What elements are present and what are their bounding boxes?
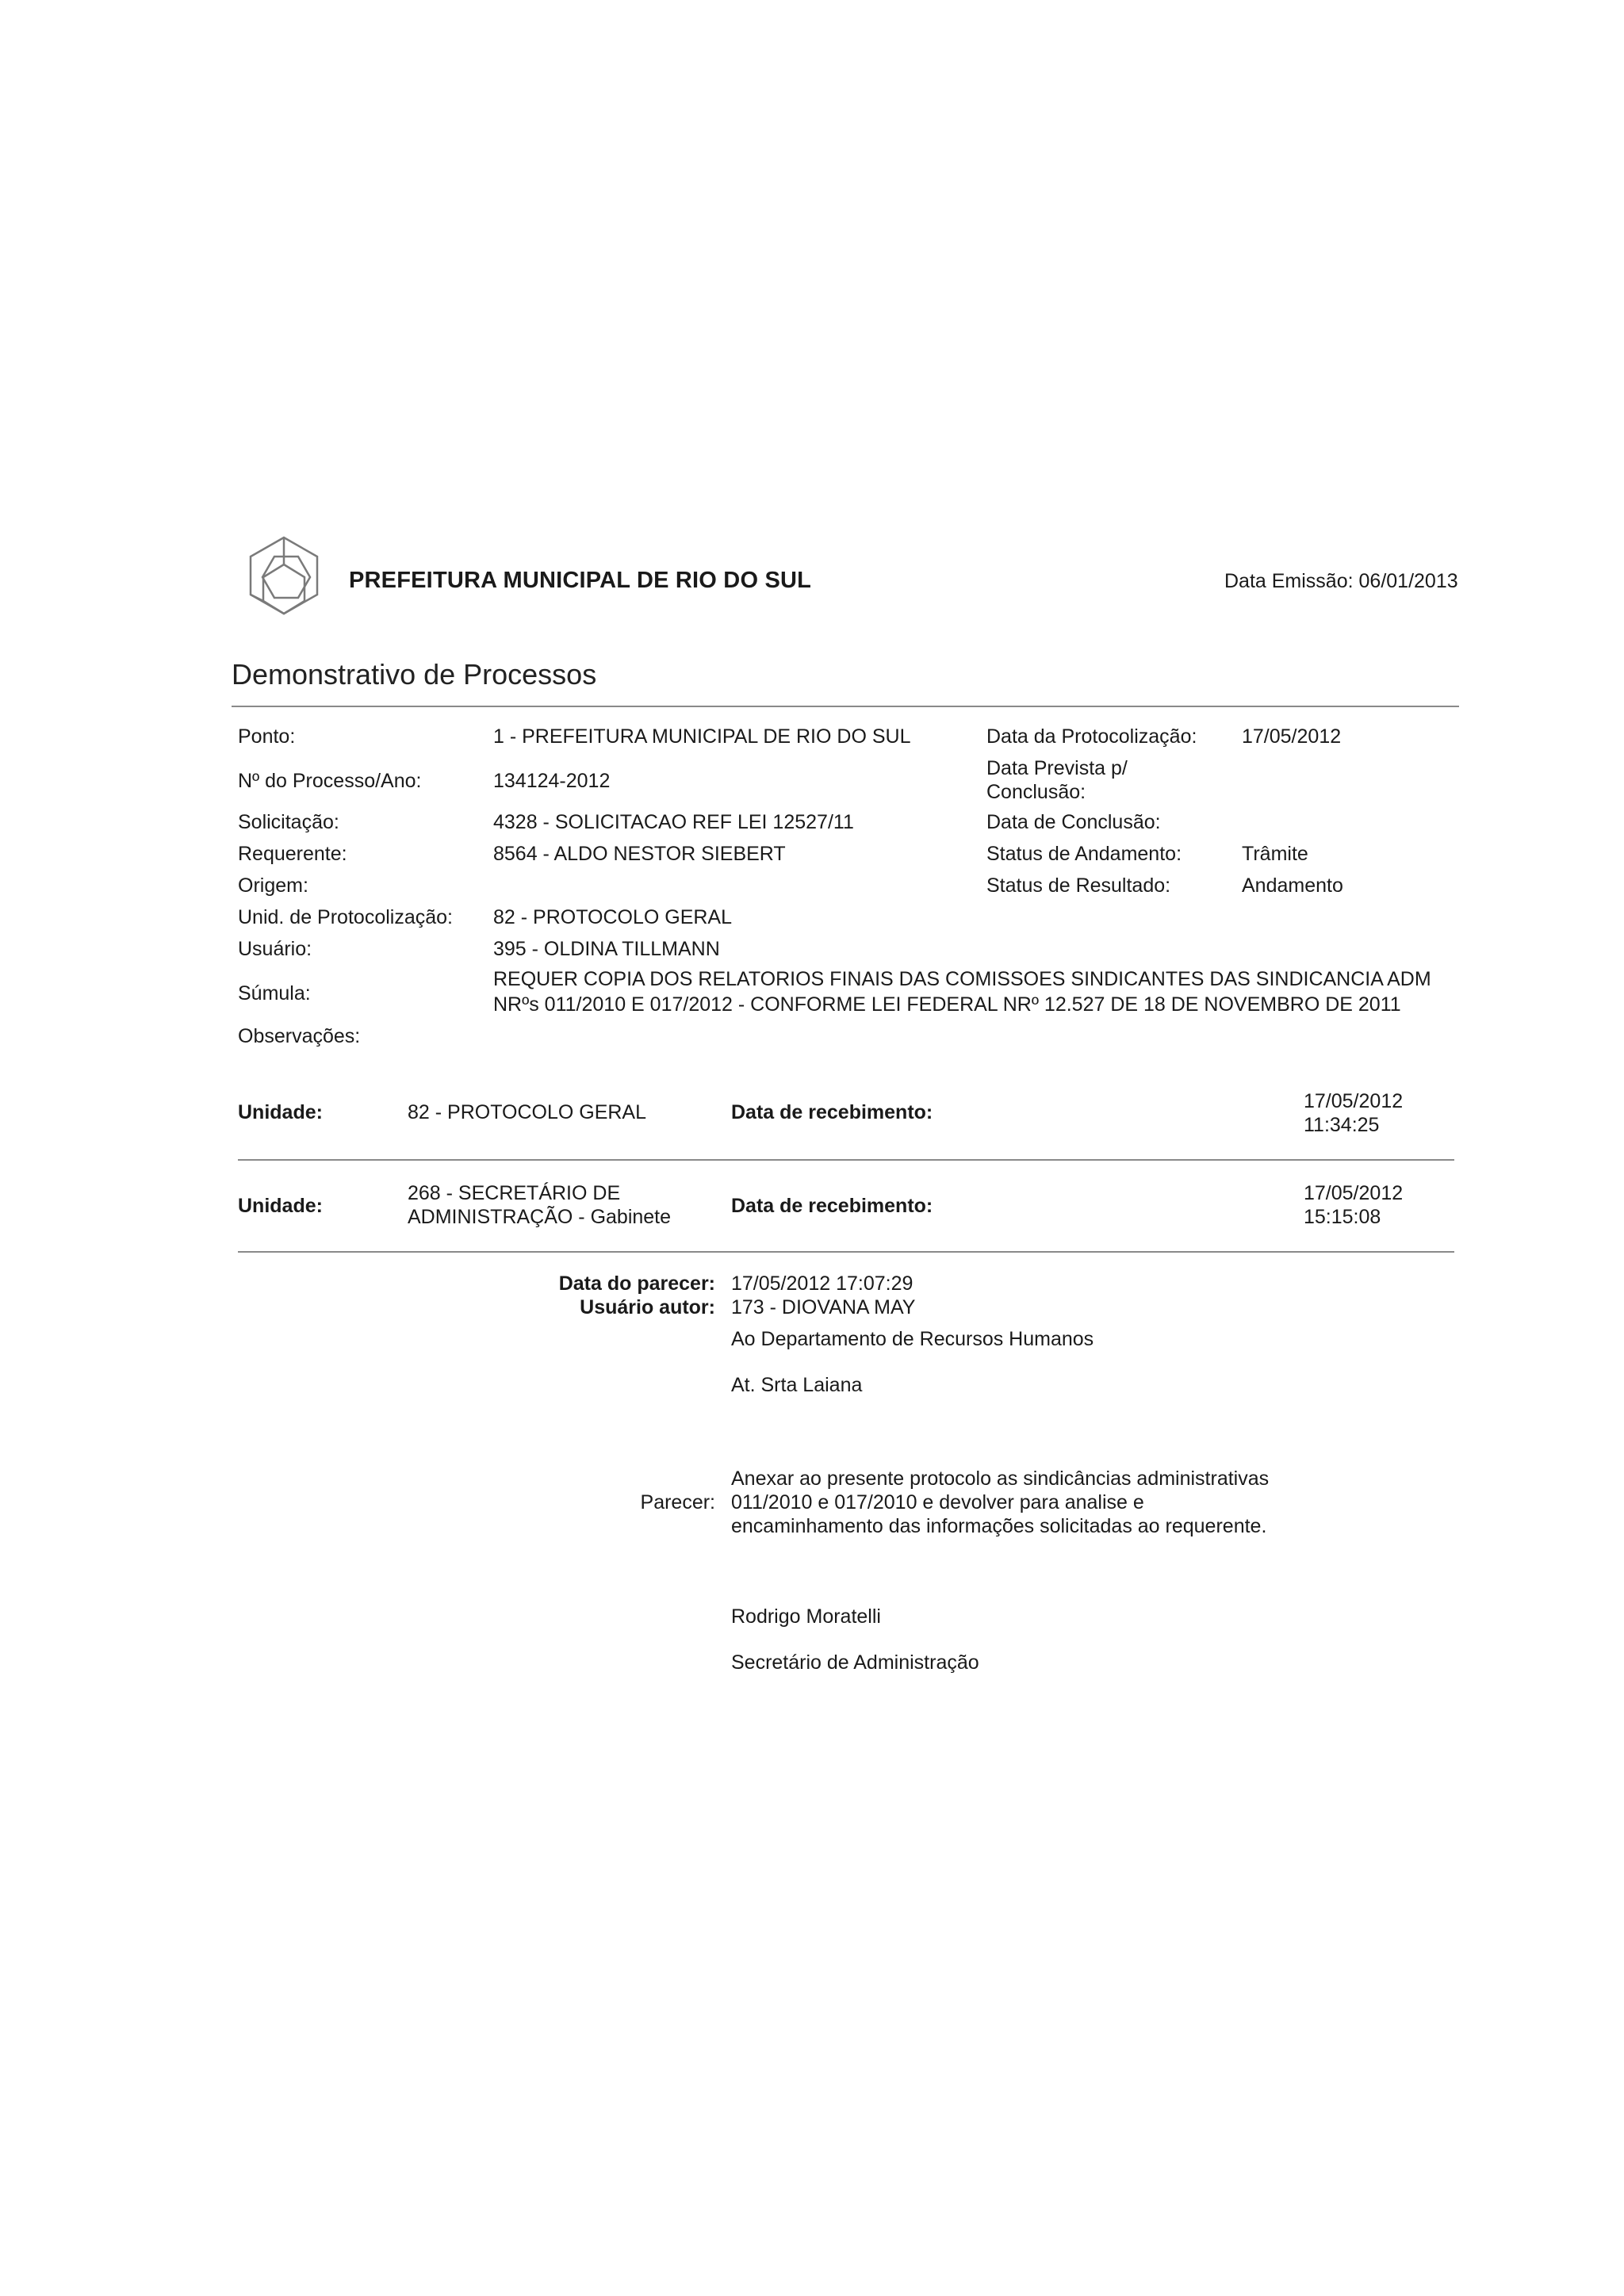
tramite-1-unidade-value: 82 - PROTOCOLO GERAL xyxy=(408,1101,647,1123)
data-protocolizacao-value: 17/05/2012 xyxy=(1242,725,1342,748)
status-resultado-value: Andamento xyxy=(1242,874,1343,897)
tramite-2-recebimento-label: Data de recebimento: xyxy=(731,1195,933,1217)
parecer-autor-label: Usuário autor: xyxy=(580,1296,715,1318)
status-resultado-label: Status de Resultado: xyxy=(986,874,1171,897)
data-prevista-label-1: Data Prevista p/ xyxy=(986,757,1128,779)
usuario-label: Usuário: xyxy=(238,938,312,960)
observacoes-label: Observações: xyxy=(238,1025,361,1047)
tramite-1-unidade-label: Unidade: xyxy=(238,1101,323,1123)
title-divider xyxy=(232,706,1459,707)
unid-protocolizacao-label: Unid. de Protocolização: xyxy=(238,906,453,928)
solicitacao-value: 4328 - SOLICITACAO REF LEI 12527/11 xyxy=(493,811,854,833)
tramite-2-unidade-value-2: ADMINISTRAÇÃO - Gabinete xyxy=(408,1206,672,1228)
tramite-2-time: 15:15:08 xyxy=(1304,1206,1381,1228)
data-protocolizacao-label: Data da Protocolização: xyxy=(986,725,1197,748)
parecer-date-label: Data do parecer: xyxy=(558,1272,715,1295)
parecer-destination: Ao Departamento de Recursos Humanos xyxy=(731,1328,1094,1350)
usuario-value: 395 - OLDINA TILLMANN xyxy=(493,938,720,960)
parecer-date-value: 17/05/2012 17:07:29 xyxy=(731,1272,914,1295)
tramite-2-unidade-value-1: 268 - SECRETÁRIO DE xyxy=(408,1182,621,1204)
tramite-2-date: 17/05/2012 xyxy=(1304,1182,1404,1204)
status-andamento-label: Status de Andamento: xyxy=(986,843,1182,865)
requerente-value: 8564 - ALDO NESTOR SIEBERT xyxy=(493,843,786,865)
parecer-body-line-1: Anexar ao presente protocolo as sindicâncias administrativas xyxy=(731,1468,1270,1490)
solicitacao-label: Solicitação: xyxy=(238,811,339,833)
tramite-1-divider xyxy=(238,1159,1454,1161)
unid-protocolizacao-value: 82 - PROTOCOLO GERAL xyxy=(493,906,733,928)
page-title: Demonstrativo de Processos xyxy=(232,658,597,691)
data-prevista-label-2: Conclusão: xyxy=(986,781,1086,803)
sumula-label: Súmula: xyxy=(238,982,311,1004)
tramite-1-date: 17/05/2012 xyxy=(1304,1090,1404,1112)
status-andamento-value: Trâmite xyxy=(1242,843,1308,865)
parecer-label: Parecer: xyxy=(640,1491,715,1513)
parecer-attention: At. Srta Laiana xyxy=(731,1374,863,1396)
emission-date: Data Emissão: 06/01/2013 xyxy=(1224,570,1458,592)
parecer-signer-title: Secretário de Administração xyxy=(731,1651,979,1674)
tramite-1-time: 11:34:25 xyxy=(1304,1114,1380,1136)
ponto-label: Ponto: xyxy=(238,725,296,748)
org-name: PREFEITURA MUNICIPAL DE RIO DO SUL xyxy=(349,568,812,593)
tramite-1-recebimento-label: Data de recebimento: xyxy=(731,1101,933,1123)
origem-label: Origem: xyxy=(238,874,308,897)
parecer-autor-value: 173 - DIOVANA MAY xyxy=(731,1296,916,1318)
ponto-value: 1 - PREFEITURA MUNICIPAL DE RIO DO SUL xyxy=(493,725,911,748)
tramite-2-unidade-label: Unidade: xyxy=(238,1195,323,1217)
requerente-label: Requerente: xyxy=(238,843,347,865)
data-conclusao-label: Data de Conclusão: xyxy=(986,811,1161,833)
tramite-2-divider xyxy=(238,1251,1454,1253)
parecer-signer: Rodrigo Moratelli xyxy=(731,1605,881,1628)
sumula-line-2: NRºs 011/2010 E 017/2012 - CONFORME LEI FEDERAL NRº 12.527 DE 18 DE NOVEMBRO DE 2011 xyxy=(493,993,1401,1016)
parecer-body-line-3: encaminhamento das informações solicitadas ao requerente. xyxy=(731,1515,1267,1537)
processo-value: 134124-2012 xyxy=(493,770,611,792)
processo-label: Nº do Processo/Ano: xyxy=(238,770,422,792)
sumula-line-1: REQUER COPIA DOS RELATORIOS FINAIS DAS COMISSOES SINDICANTES DAS SINDICANCIA ADM xyxy=(493,968,1431,990)
parecer-body-line-2: 011/2010 e 017/2010 e devolver para analise e xyxy=(731,1491,1144,1513)
hexagon-logo-icon xyxy=(243,533,325,625)
